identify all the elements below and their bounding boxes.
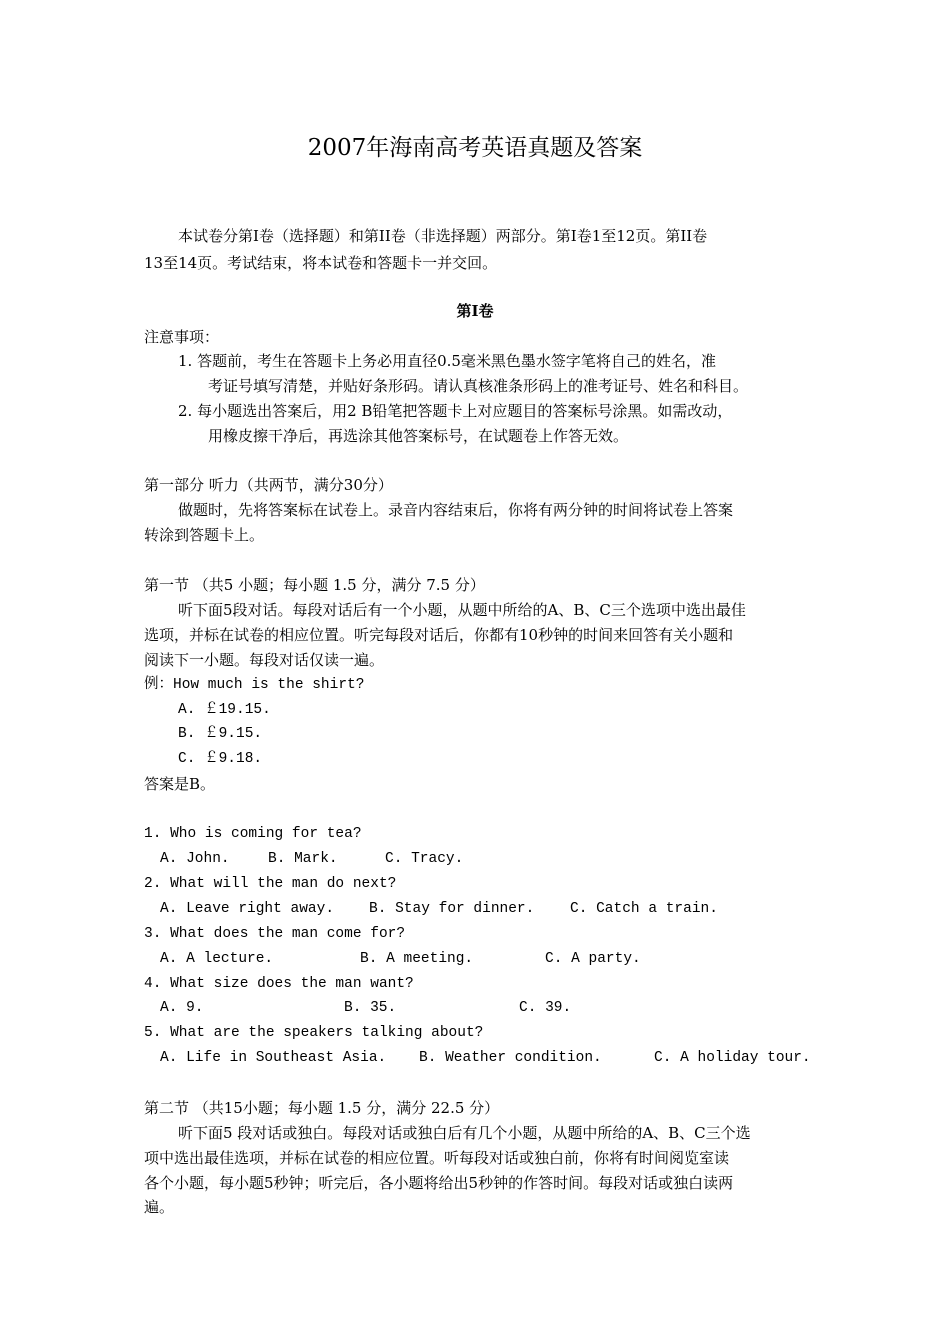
notice-item-1-line-2: 考证号填写清楚，并贴好条形码。请认真核准条形码上的准考证号、姓名和科目。	[208, 377, 749, 395]
example-option-c: C. ￡9.18.	[178, 751, 263, 767]
notice-heading: 注意事项：	[144, 328, 220, 346]
section1-desc-line-3: 阅读下一小题。每段对话仅读一遍。	[144, 651, 385, 669]
example-option-a: A. ￡19.15.	[178, 702, 271, 718]
part1-heading: 第一部分 听力（共两节，满分30分）	[144, 476, 393, 494]
notice-item-2-line-1: 2. 每小题选出答案后，用2 B铅笔把答题卡上对应题目的答案标号涂黑。如需改动，	[178, 402, 733, 420]
example-answer: 答案是B。	[144, 775, 216, 793]
intro-line-2: 13至14页。考试结束，将本试卷和答题卡一并交回。	[144, 254, 498, 272]
question-1: 1. Who is coming for tea?	[144, 826, 362, 842]
question-1-option-a: A. John.	[160, 851, 230, 867]
question-4-option-a: A. 9.	[160, 1000, 204, 1016]
section2-desc-line-4: 遍。	[144, 1198, 175, 1216]
question-1-option-b: B. Mark.	[268, 851, 338, 867]
notice-item-1-line-1: 1. 答题前，考生在答题卡上务必用直径0.5毫米黑色墨水签字笔将自己的姓名，准	[178, 352, 716, 370]
question-4: 4. What size does the man want?	[144, 976, 414, 992]
intro-line-1: 本试卷分第I卷（选择题）和第II卷（非选择题）两部分。第I卷1至12页。第II卷	[178, 227, 708, 245]
example-question: 例：How much is the shirt?	[144, 677, 365, 693]
question-4-option-b: B. 35.	[344, 1000, 397, 1016]
volume-heading: 第I卷	[456, 302, 494, 320]
question-5-option-c: C. A holiday tour.	[654, 1050, 811, 1066]
question-2-option-b: B. Stay for dinner.	[369, 901, 535, 917]
section1-heading: 第一节 （共5 小题；每小题 1.5 分，满分 7.5 分）	[144, 576, 485, 594]
section1-desc-line-1: 听下面5段对话。每段对话后有一个小题，从题中所给的A、B、C三个选项中选出最佳	[178, 601, 746, 619]
question-3-option-a: A. A lecture.	[160, 951, 274, 967]
part1-desc-line-1: 做题时，先将答案标在试卷上。录音内容结束后，你将有两分钟的时间将试卷上答案	[178, 501, 734, 519]
question-5-option-b: B. Weather condition.	[419, 1050, 602, 1066]
question-3-option-c: C. A party.	[545, 951, 641, 967]
notice-item-2-line-2: 用橡皮擦干净后，再选涂其他答案标号，在试题卷上作答无效。	[208, 427, 629, 445]
question-4-option-c: C. 39.	[519, 1000, 572, 1016]
part1-desc-line-2: 转涂到答题卡上。	[144, 526, 265, 544]
question-3: 3. What does the man come for?	[144, 926, 406, 942]
question-2-option-c: C. Catch a train.	[570, 901, 718, 917]
question-5-option-a: A. Life in Southeast Asia.	[160, 1050, 387, 1066]
example-option-b: B. ￡9.15.	[178, 726, 263, 742]
question-2: 2. What will the man do next?	[144, 876, 397, 892]
section2-desc-line-2: 项中选出最佳选项，并标在试卷的相应位置。听每段对话或独白前，你将有时间阅览室读	[144, 1149, 730, 1167]
question-3-option-b: B. A meeting.	[360, 951, 474, 967]
question-1-option-c: C. Tracy.	[385, 851, 464, 867]
section2-heading: 第二节 （共15小题；每小题 1.5 分，满分 22.5 分）	[144, 1099, 500, 1117]
page-title: 2007年海南高考英语真题及答案	[307, 135, 643, 161]
question-5: 5. What are the speakers talking about?	[144, 1025, 484, 1041]
section1-desc-line-2: 选项，并标在试卷的相应位置。听完每段对话后，你都有10秒钟的时间来回答有关小题和	[144, 626, 734, 644]
section2-desc-line-3: 各个小题，每小题5秒钟；听完后，各小题将给出5秒钟的作答时间。每段对话或独白读两	[144, 1174, 734, 1192]
section2-desc-line-1: 听下面5 段对话或独白。每段对话或独白后有几个小题，从题中所给的A、B、C三个选	[178, 1124, 751, 1142]
question-2-option-a: A. Leave right away.	[160, 901, 335, 917]
